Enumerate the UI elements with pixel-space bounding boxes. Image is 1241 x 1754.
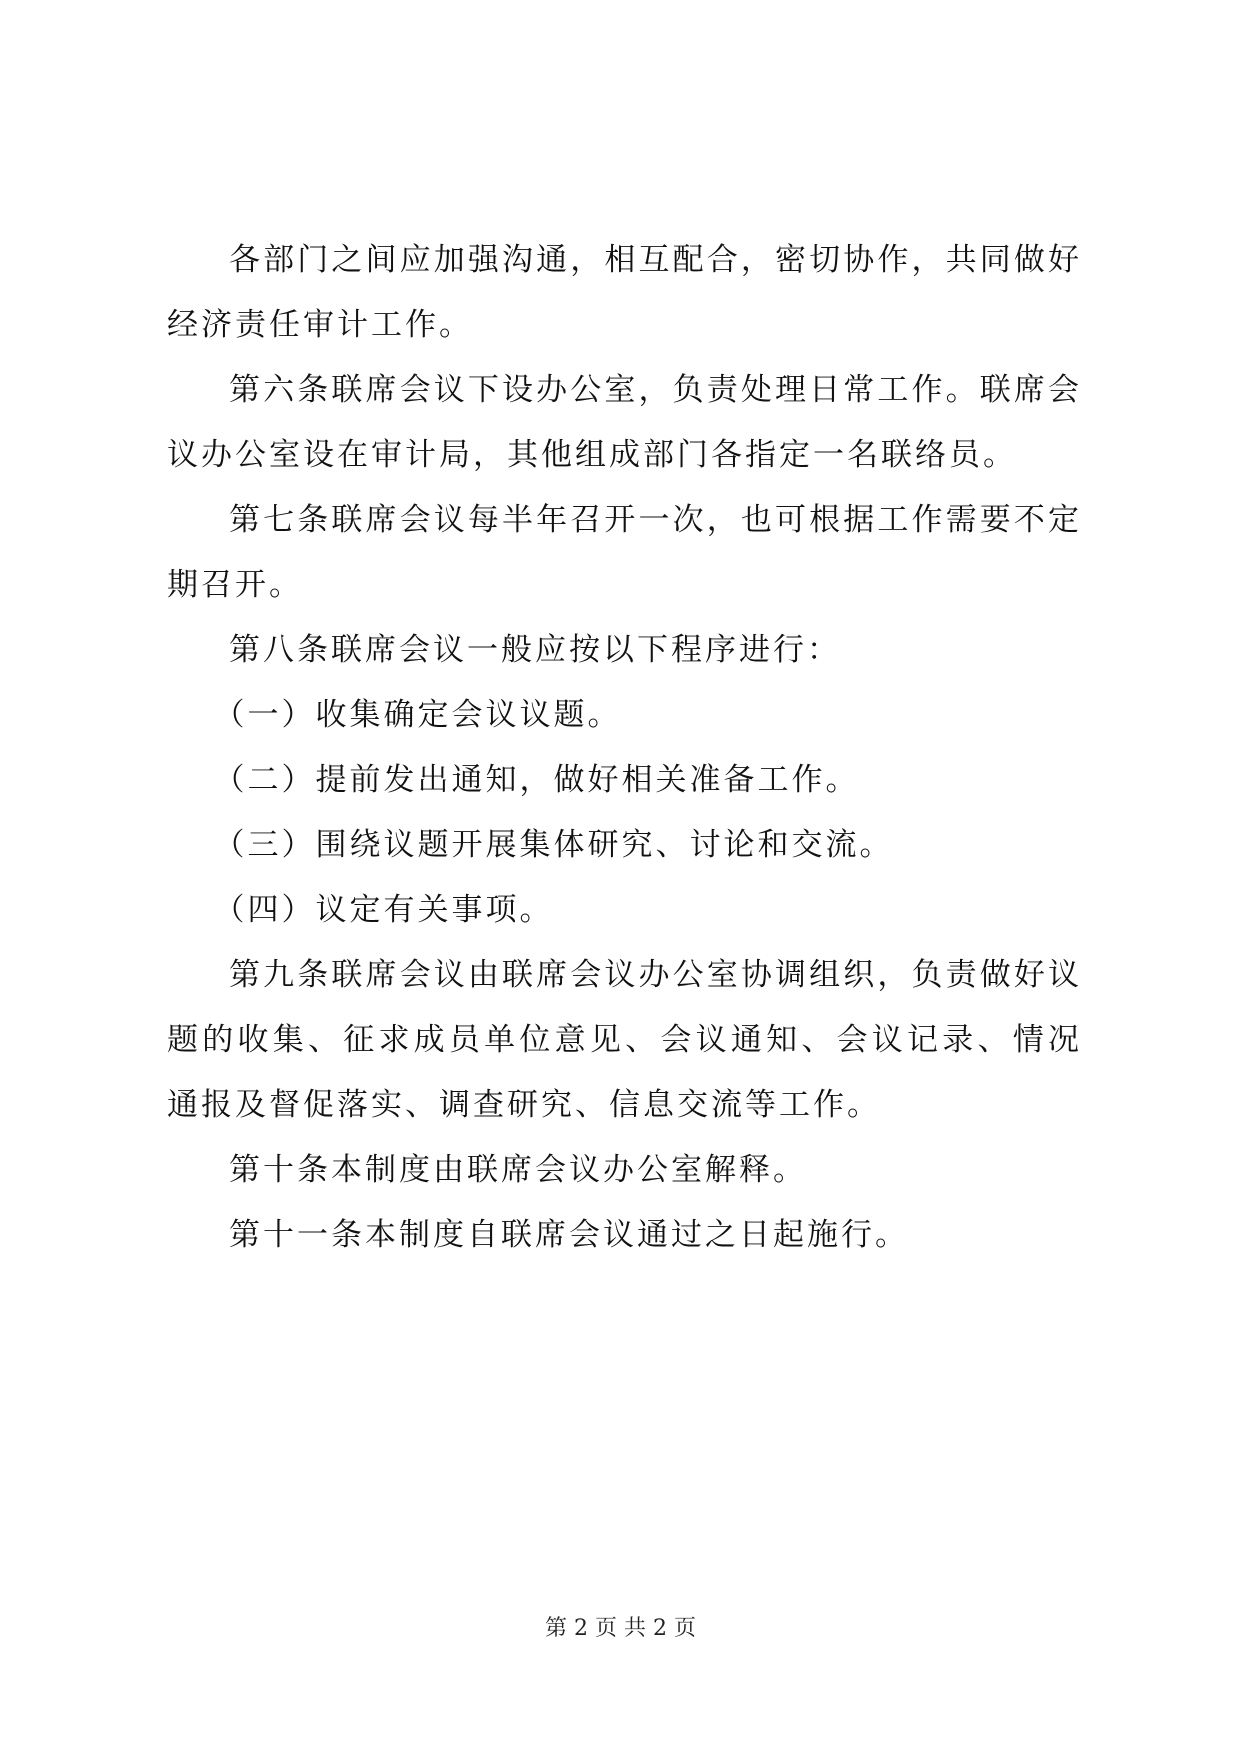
list-item-1: （一）收集确定会议议题。 — [213, 697, 622, 733]
paragraph-article-7: 第七条联席会议每半年召开一次，也可根据工作需要不定期召开。 — [167, 502, 1082, 603]
paragraph-article-11: 第十一条本制度自联席会议通过之日起施行。 — [229, 1217, 909, 1253]
paragraph-article-6: 第六条联席会议下设办公室，负责处理日常工作。联席会议办公室设在审计局，其他组成部门各指定一名联络员。 — [167, 372, 1082, 473]
paragraph-coordination: 各部门之间应加强沟通，相互配合，密切协作，共同做好经济责任审计工作。 — [167, 242, 1082, 343]
paragraph-article-10: 第十条本制度由联席会议办公室解释。 — [229, 1152, 807, 1188]
page-number-footer: 第 2 页 共 2 页 — [545, 1616, 696, 1641]
list-item-4: （四）议定有关事项。 — [213, 892, 554, 928]
paragraph-article-8: 第八条联席会议一般应按以下程序进行： — [229, 632, 841, 668]
document-body — [167, 228, 1082, 1268]
list-item-3: （三）围绕议题开展集体研究、讨论和交流。 — [213, 827, 894, 863]
paragraph-article-9: 第九条联席会议由联席会议办公室协调组织，负责做好议题的收集、征求成员单位意见、会议通知、会议记录、情况通报及督促落实、调查研究、信息交流等工作。 — [167, 957, 1082, 1123]
list-item-2: （二）提前发出通知，做好相关准备工作。 — [213, 762, 860, 798]
